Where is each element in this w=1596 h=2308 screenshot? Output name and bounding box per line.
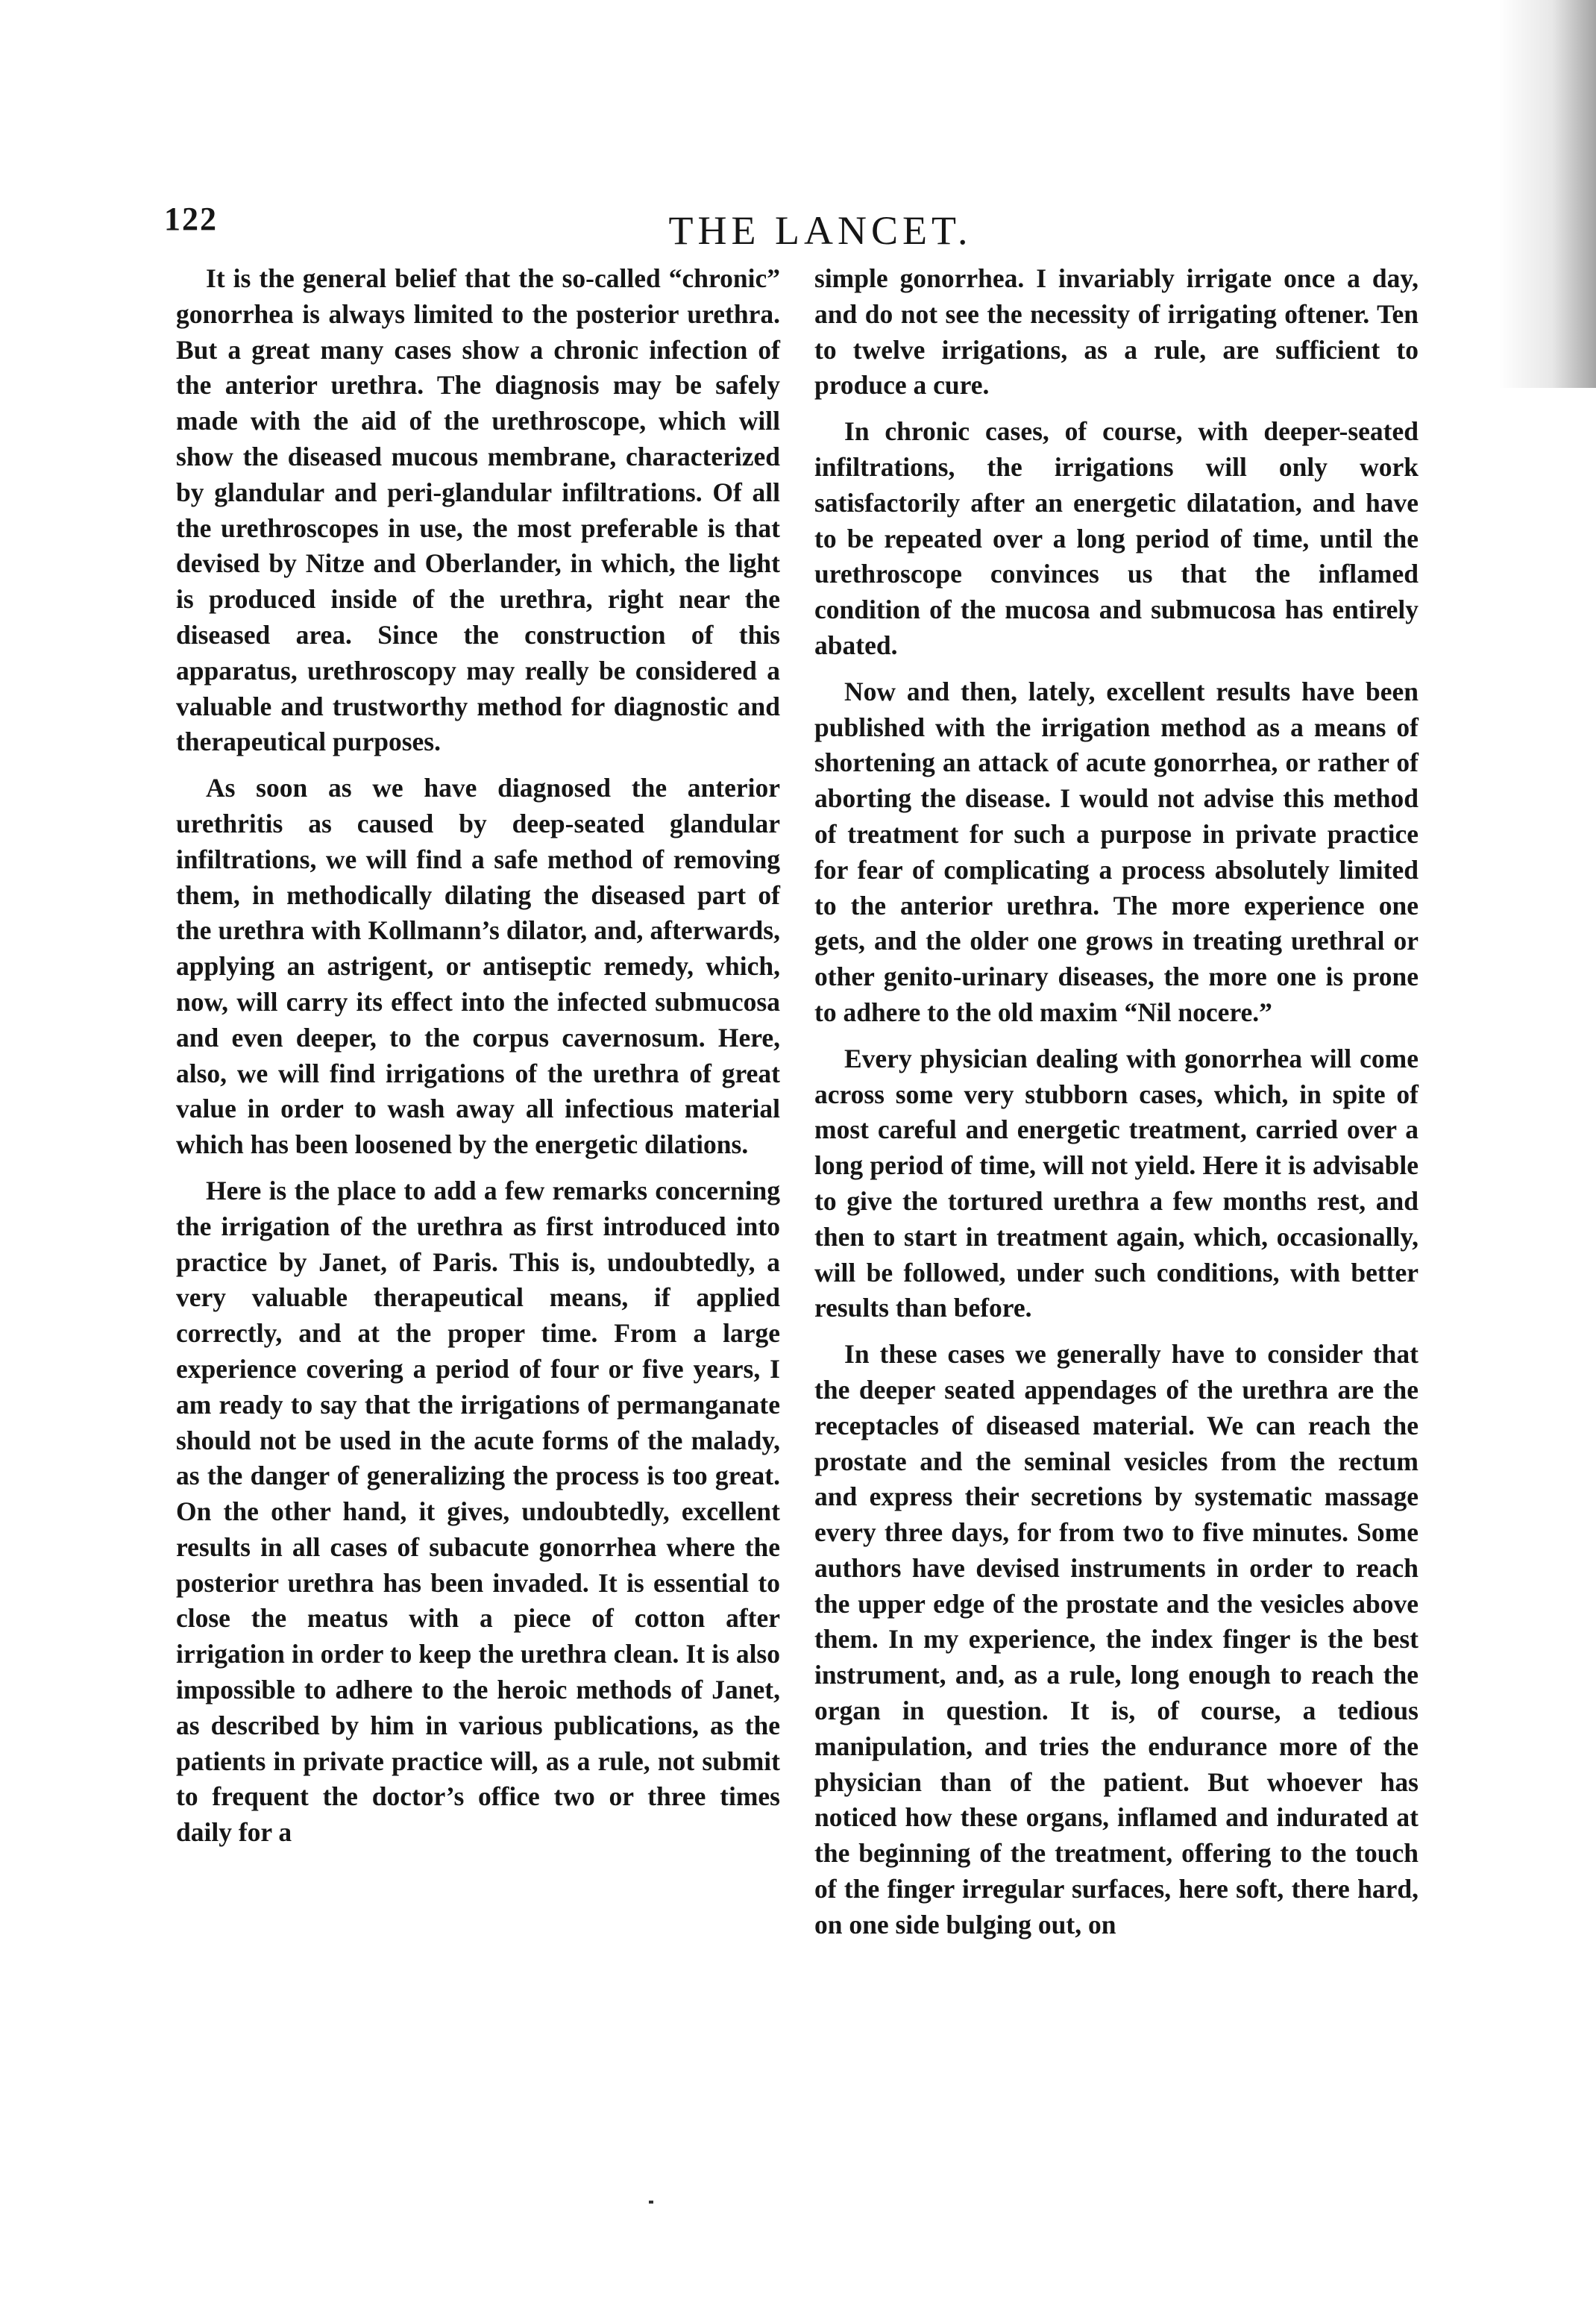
page-edge-shadow	[1499, 0, 1596, 388]
left-column	[176, 261, 780, 1861]
print-speck	[649, 2201, 653, 2204]
right-paragraph-3: Now and then, lately, excellent results have been published with the irrigation method as a means of shortening an attack of acute gonorrhea, or rather of aborting the disease. I would not advise this method of treatment for such a purpose in private practice for fear of complicating a process absolutely limited to the anterior urethra. The more experience one gets, and the older one grows in treating urethral or other genito-urinary diseases, the more one is prone to adhere to the old maxim “Nil nocere.”	[814, 676, 1419, 1027]
right-paragraph-1: simple gonorrhea. I invariably irrigate once a day, and do not see the necessity of irrigating oftener. Ten to twelve irrigations, as a rule, are sufficient to produce a cure.	[814, 263, 1419, 401]
page-number: 122	[164, 201, 218, 237]
running-title: THE LANCET.	[668, 208, 973, 253]
left-paragraph-1: It is the general belief that the so-called “chronic” gonorrhea is always limited to the posterior urethra. But a great many cases show a chronic infection of the anterior urethra. The diagnosis may be safely made with the aid of the urethroscope, which will show the diseased mucous membrane, characterized by glandular and peri-glandular infiltrations. Of all the urethroscopes in use, the most preferable is that devised by Nitze and Oberlander, in which, the light is produced inside of the urethra, right near the diseased area. Since the construction of this apparatus, urethroscopy may really be considered a valuable and trustworthy method for diagnostic and therapeutical purposes.	[176, 263, 780, 757]
right-paragraph-5: In these cases we generally have to consider that the deeper seated appendages of the urethra are the receptacles of diseased material. We can reach the prostate and the seminal vesicles from the rectum and express their secretions by systematic massage every three days, for from two to five minutes. Some authors have devised instruments in order to reach the upper edge of the prostate and the vesicles above them. In my experience, the index finger is the best instrument, and, as a rule, long enough to reach the organ in question. It is, of course, a tedious manipulation, and tries the endurance more of the physician than of the patient. But whoever has noticed how these organs, inflamed and indurated at the beginning of the treatment, offering to the touch of the finger irregular surfaces, here soft, there hard, on one side bulging out, on	[814, 1339, 1419, 1939]
left-paragraph-3: Here is the place to add a few remarks concerning the irrigation of the urethra as first introduced into practice by Janet, of Paris. This is, undoubtedly, a very valuable therapeutical means, if applied correctly, and at the proper time. From a large experience covering a period of four or five years, I am ready to say that the irrigations of permanganate should not be used in the acute forms of the malady, as the danger of generalizing the process is too great. On the other hand, it gives, undoubtedly, excellent results in all cases of subacute gonorrhea where the posterior urethra has been invaded. It is essential to close the meatus with a piece of cotton after irrigation in order to keep the urethra clean. It is also impossible to adhere to the heroic methods of Janet, as described by him in various publications, as the patients in private practice will, as a rule, not submit to frequent the doctor’s office two or three times daily for a	[176, 1175, 780, 1848]
right-column	[814, 261, 1419, 1954]
left-paragraph-2: As soon as we have diagnosed the anterior urethritis as caused by deep-seated glandular infiltrations, we will find a safe method of removing them, in methodically dilating the diseased part of the urethra with Kollmann’s dilator, and, afterwards, applying an astrigent, or antiseptic remedy, which, now, will carry its effect into the infected submucosa and even deeper, to the corpus cavernosum. Here, also, we will find irrigations of the urethra of great value in order to wash away all infectious material which has been loosened by the energetic dilations.	[176, 773, 780, 1160]
right-paragraph-2: In chronic cases, of course, with deeper-seated infiltrations, the irrigations will only work satisfactorily after an energetic dilatation, and have to be repeated over a long period of time, until the urethroscope convinces us that the inflamed condition of the mucosa and submucosa has entirely abated.	[814, 416, 1419, 660]
right-paragraph-4: Every physician dealing with gonorrhea will come across some very stubborn cases, which, in spite of most careful and energetic treatment, carried over a long period of time, will not yield. Here it is advisable to give the tortured urethra a few months rest, and then to start in treatment again, which, occasionally, will be followed, under such conditions, with better results than before.	[814, 1043, 1419, 1323]
